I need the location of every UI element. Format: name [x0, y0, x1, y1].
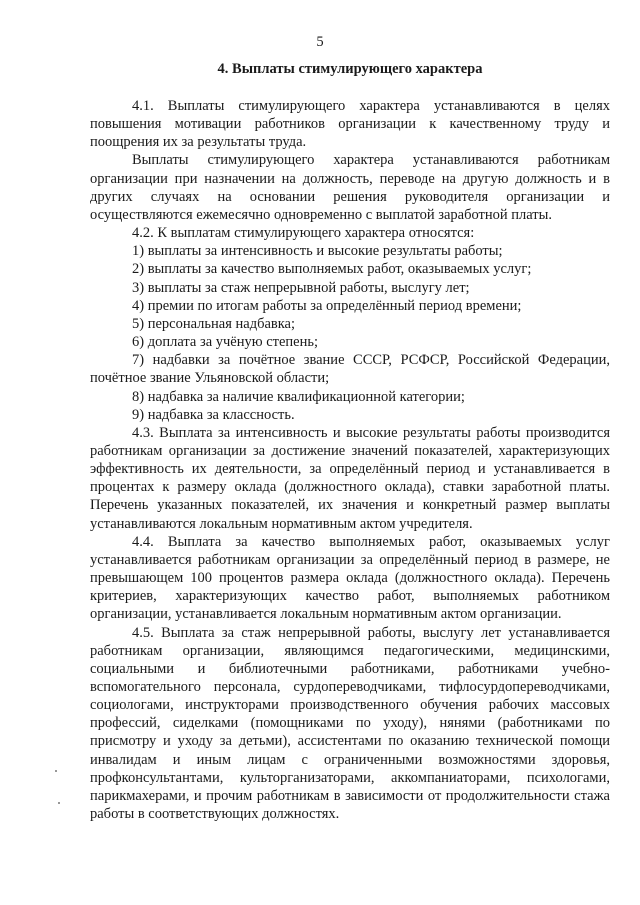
page-number: 5	[316, 34, 324, 50]
document-body	[90, 97, 610, 823]
section-heading: 4. Выплаты стимулирующего характера	[217, 61, 483, 77]
list-item: 8) надбавка за наличие квалификационной категории;	[132, 388, 465, 405]
paragraph-4-3: 4.3. Выплата за интенсивность и высокие результаты работы производится работникам организации за достижение значений показателей, характеризующих эффективность их деятельности, за определённый период и устанавливается в процентах к размеру оклада (должностного оклада), ставки заработной платы. Перечень указанных показателей, их значения и конкретный размер выплаты устанавливаются локальным нормативным актом учредителя.	[90, 424, 610, 532]
list-item: 3) выплаты за стаж непрерывной работы, выслугу лет;	[132, 279, 470, 296]
list-item: 5) персональная надбавка;	[132, 315, 296, 332]
list-item: 1) выплаты за интенсивность и высокие результаты работы;	[132, 243, 503, 260]
paragraph-4-1: 4.1. Выплаты стимулирующего характера устанавливаются в целях повышения мотивации работников организации к качественному труду и поощрения их за результаты труда.	[90, 98, 610, 151]
paragraph-4-4: 4.4. Выплата за качество выполняемых работ, оказываемых услуг устанавливается работникам организации за определённый период в размере, не превышающем 100 процентов размера оклада (должностного оклада). Перечень критериев, характеризующих качество работ, выполняемых работником организации, устанавливается локальным нормативным актом организации.	[90, 533, 610, 623]
list-item: 2) выплаты за качество выполняемых работ, оказываемых услуг;	[132, 261, 532, 278]
paragraph-4-2: 4.2. К выплатам стимулирующего характера относятся:	[132, 225, 475, 242]
list-item: 4) премии по итогам работы за определённый период времени;	[132, 297, 522, 314]
list-item: 7) надбавки за почётное звание СССР, РСФСР, Российской Федерации, почётное звание Ульяновской области;	[90, 352, 610, 387]
list-item: 9) надбавка за классность.	[132, 406, 295, 423]
paragraph-4-5: 4.5. Выплата за стаж непрерывной работы, выслугу лет устанавливается работникам организации, являющимся педагогическими, медицинскими, социальными и библиотечными работниками, работниками учебно-вспомогательного персонала, сурдопереводчиками, тифлосурдопереводчиками, социологами, инструкторами производственного обучения рабочих массовых профессий, сиделками (помощниками по уходу), нянями (работниками по присмотру и уходу за детьми), ассистентами по оказанию технической помощи инвалидам и иным лицам с ограниченными возможностями здоровья, профконсультантами, культорганизаторами, аккомпаниаторами, психологами, парикмахерами, и прочим работникам в зависимости от продолжительности стажа работы в соответствующих должностях.	[90, 624, 610, 823]
list-item: 6) доплата за учёную степень;	[132, 334, 319, 351]
scan-dot	[58, 802, 60, 804]
paragraph-4-1-cont: Выплаты стимулирующего характера устанавливаются работникам организации при назначении на должность, переводе на другую должность и в других случаях на основании решения руководителя организации и осуществляются ежемесячно одновременно с выплатой заработной платы.	[90, 152, 610, 223]
scan-dot	[55, 770, 57, 772]
